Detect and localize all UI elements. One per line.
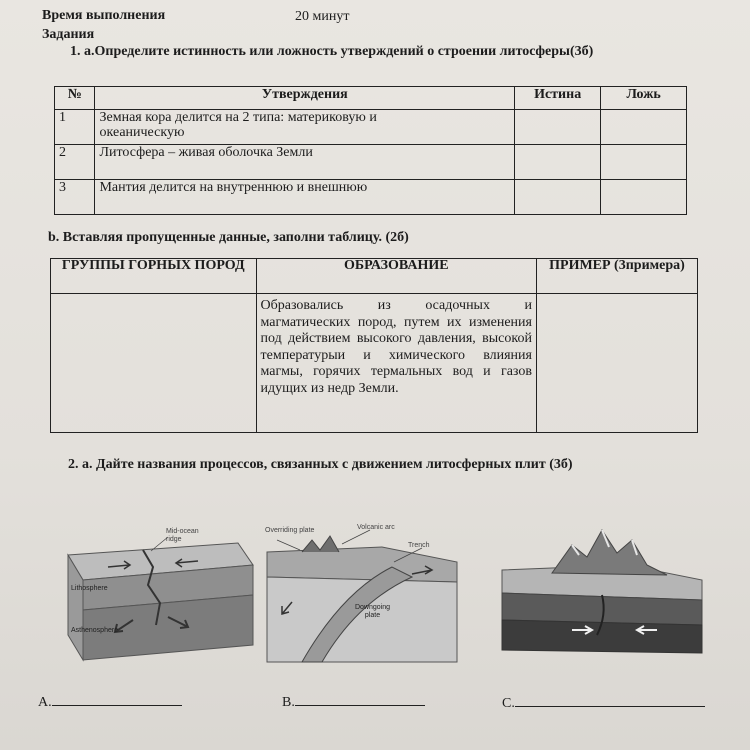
asthenosphere-label: Asthenosphere bbox=[71, 627, 119, 634]
task2-title: 2. а. Дайте названия процессов, связанных с движением литосферных плит (3б) bbox=[68, 457, 573, 472]
answer-a-label: А. bbox=[38, 695, 52, 710]
row-statement: Литосфера – живая оболочка Земли bbox=[95, 145, 515, 180]
table-header-row bbox=[55, 87, 687, 110]
time-value: 20 минут bbox=[295, 9, 350, 24]
table-row bbox=[51, 294, 698, 433]
mid-ocean-ridge-label: Mid-ocean ridge bbox=[166, 528, 199, 543]
false-cell[interactable] bbox=[601, 180, 687, 215]
false-cell[interactable] bbox=[601, 110, 687, 145]
row-statement bbox=[95, 110, 515, 145]
overriding-plate-label: Overriding plate bbox=[265, 527, 315, 534]
true-cell[interactable] bbox=[515, 145, 601, 180]
col-false: Ложь bbox=[601, 87, 687, 110]
col-statements: Утверждения bbox=[95, 87, 515, 110]
divergent-boundary-diagram bbox=[48, 525, 258, 665]
table-row bbox=[55, 180, 687, 215]
answer-c bbox=[502, 694, 705, 712]
downgoing-plate-label: Downgoing plate bbox=[354, 604, 391, 619]
volcanic-arc-label: Volcanic arc bbox=[357, 524, 395, 531]
answer-a bbox=[38, 693, 182, 711]
task1-title: 1. а.Определите истинность или ложность утверждений о строении литосферы(3б) bbox=[70, 44, 594, 59]
tasks-label: Задания bbox=[42, 27, 95, 42]
answer-b bbox=[282, 693, 425, 711]
col-true: Истина bbox=[515, 87, 601, 110]
answer-c-line[interactable] bbox=[515, 694, 705, 707]
row-num: 3 bbox=[55, 180, 95, 215]
rock-groups-table bbox=[50, 258, 698, 433]
answer-c-label: C. bbox=[502, 696, 515, 711]
rock-group-cell[interactable] bbox=[51, 294, 257, 433]
time-label: Время выполнения bbox=[42, 8, 166, 23]
formation-text: Образовались из осадочных и магматических пород, путем их изменения под действием высокого давления, высокой температурыи и химического влияния магмы, горячих термальных вод и газов идущих из недр Земли. bbox=[256, 294, 536, 433]
statements-table bbox=[54, 86, 687, 215]
row-num: 1 bbox=[55, 110, 95, 145]
table-row bbox=[55, 110, 687, 145]
answer-b-line[interactable] bbox=[295, 693, 425, 706]
lithosphere-label: Lithosphere bbox=[71, 585, 108, 592]
mountain-building-diagram bbox=[497, 525, 705, 655]
col-example: ПРИМЕР (3примера) bbox=[536, 259, 697, 294]
statement-line: океаническую bbox=[99, 125, 185, 140]
col-rock-groups: ГРУППЫ ГОРНЫХ ПОРОД bbox=[51, 259, 257, 294]
task1b-title: b. Вставляя пропущенные данные, заполни таблицу. (2б) bbox=[48, 230, 409, 245]
true-cell[interactable] bbox=[515, 110, 601, 145]
table-header-row bbox=[51, 259, 698, 294]
col-formation: ОБРАЗОВАНИЕ bbox=[256, 259, 536, 294]
false-cell[interactable] bbox=[601, 145, 687, 180]
true-cell[interactable] bbox=[515, 180, 601, 215]
row-statement: Мантия делится на внутреннюю и внешнюю bbox=[95, 180, 515, 215]
statement-line: Земная кора делится на 2 типа: материковую и bbox=[99, 110, 377, 125]
row-num: 2 bbox=[55, 145, 95, 180]
trench-label: Trench bbox=[408, 542, 430, 549]
subduction-diagram bbox=[262, 522, 462, 667]
answer-b-label: B. bbox=[282, 695, 295, 710]
table-row bbox=[55, 145, 687, 180]
col-num: № bbox=[55, 87, 95, 110]
answer-a-line[interactable] bbox=[52, 693, 182, 706]
example-cell[interactable] bbox=[536, 294, 697, 433]
